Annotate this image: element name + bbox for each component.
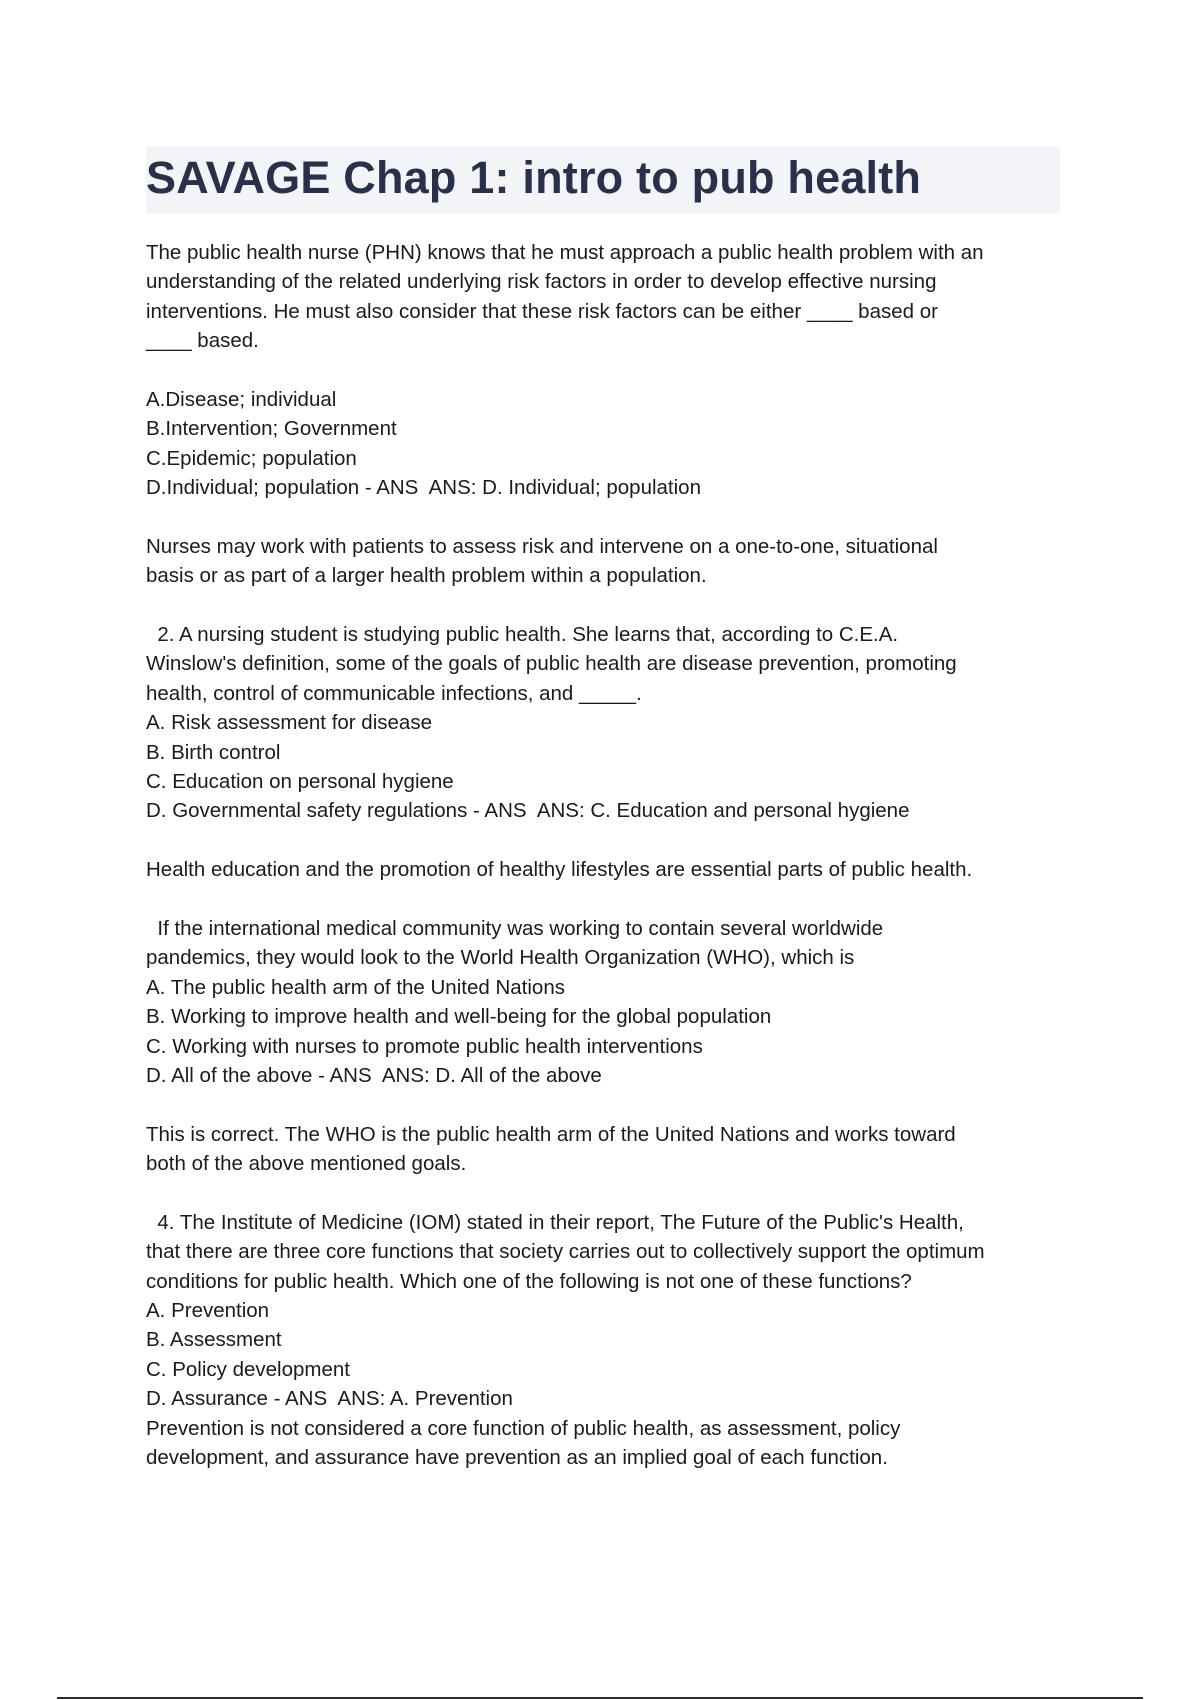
answer-option: D. All of the above - ANS ANS: D. All of the above xyxy=(146,1063,602,1087)
paragraph-gap xyxy=(146,1179,1066,1208)
text-line: that there are three core functions that society carries out to collectively support the optimum xyxy=(146,1240,985,1264)
answer-option: A. Prevention xyxy=(146,1299,270,1323)
text-line: Winslow's definition, some of the goals of public health are disease prevention, promoting xyxy=(146,652,957,676)
paragraph-question-3 xyxy=(146,914,1066,1090)
answer-option: B. Assessment xyxy=(146,1328,282,1352)
page-title: SAVAGE Chap 1: intro to pub health xyxy=(146,152,922,203)
paragraph-gap xyxy=(146,503,1066,532)
footer-divider xyxy=(57,1697,1143,1699)
text-line: interventions. He must also consider that these risk factors can be either ____ based or xyxy=(146,299,938,323)
answer-option: C.Epidemic; population xyxy=(146,446,357,470)
answer-option: D.Individual; population - ANS ANS: D. Individual; population xyxy=(146,476,701,500)
answer-option: C. Working with nurses to promote public health interventions xyxy=(146,1034,703,1058)
text-line: pandemics, they would look to the World Health Organization (WHO), which is xyxy=(146,946,855,970)
answer-option: C. Education on personal hygiene xyxy=(146,770,454,794)
answer-option: A. Risk assessment for disease xyxy=(146,711,432,735)
paragraph-question-1-options xyxy=(146,385,1066,503)
answer-option: A. The public health arm of the United Nations xyxy=(146,975,565,999)
text-line: understanding of the related underlying risk factors in order to develop effective nursing xyxy=(146,270,937,294)
answer-option: D. Assurance - ANS ANS: A. Prevention xyxy=(146,1387,513,1411)
text-line: Nurses may work with patients to assess risk and intervene on a one-to-one, situational xyxy=(146,534,938,558)
answer-option: A.Disease; individual xyxy=(146,387,337,411)
answer-option: C. Policy development xyxy=(146,1357,350,1381)
paragraph-rationale-1 xyxy=(146,532,1066,591)
answer-option: B. Working to improve health and well-being for the global population xyxy=(146,1005,772,1029)
text-line: This is correct. The WHO is the public health arm of the United Nations and works toward xyxy=(146,1122,956,1146)
text-line: both of the above mentioned goals. xyxy=(146,1152,467,1176)
text-line: 2. A nursing student is studying public health. She learns that, according to C.E.A. xyxy=(146,623,899,647)
text-line: 4. The Institute of Medicine (IOM) stated in their report, The Future of the Public's Health, xyxy=(146,1210,964,1234)
paragraph-gap xyxy=(146,826,1066,855)
text-line: Prevention is not considered a core function of public health, as assessment, policy xyxy=(146,1416,901,1440)
paragraph-gap xyxy=(146,356,1066,385)
paragraph-question-4 xyxy=(146,1208,1066,1473)
document-body xyxy=(146,238,1066,1472)
title-banner xyxy=(146,146,1060,214)
paragraph-gap xyxy=(146,1090,1066,1119)
paragraph-question-1-stem xyxy=(146,238,1066,356)
text-line: ____ based. xyxy=(146,329,259,353)
text-line: Health education and the promotion of healthy lifestyles are essential parts of public health. xyxy=(146,858,973,882)
text-line: development, and assurance have prevention as an implied goal of each function. xyxy=(146,1446,888,1470)
text-line: The public health nurse (PHN) knows that he must approach a public health problem with an xyxy=(146,241,984,264)
text-line: conditions for public health. Which one of the following is not one of these functions? xyxy=(146,1269,912,1293)
paragraph-gap xyxy=(146,591,1066,620)
paragraph-question-2 xyxy=(146,620,1066,826)
paragraph-gap xyxy=(146,885,1066,914)
paragraph-rationale-3 xyxy=(146,1120,1066,1179)
answer-option: D. Governmental safety regulations - ANS ANS: C. Education and personal hygiene xyxy=(146,799,910,823)
text-line: If the international medical community was working to contain several worldwide xyxy=(146,916,884,940)
answer-option: B. Birth control xyxy=(146,740,281,764)
answer-option: B.Intervention; Government xyxy=(146,417,397,441)
paragraph-rationale-2 xyxy=(146,855,1066,884)
text-line: health, control of communicable infections, and _____. xyxy=(146,681,642,705)
text-line: basis or as part of a larger health problem within a population. xyxy=(146,564,707,588)
